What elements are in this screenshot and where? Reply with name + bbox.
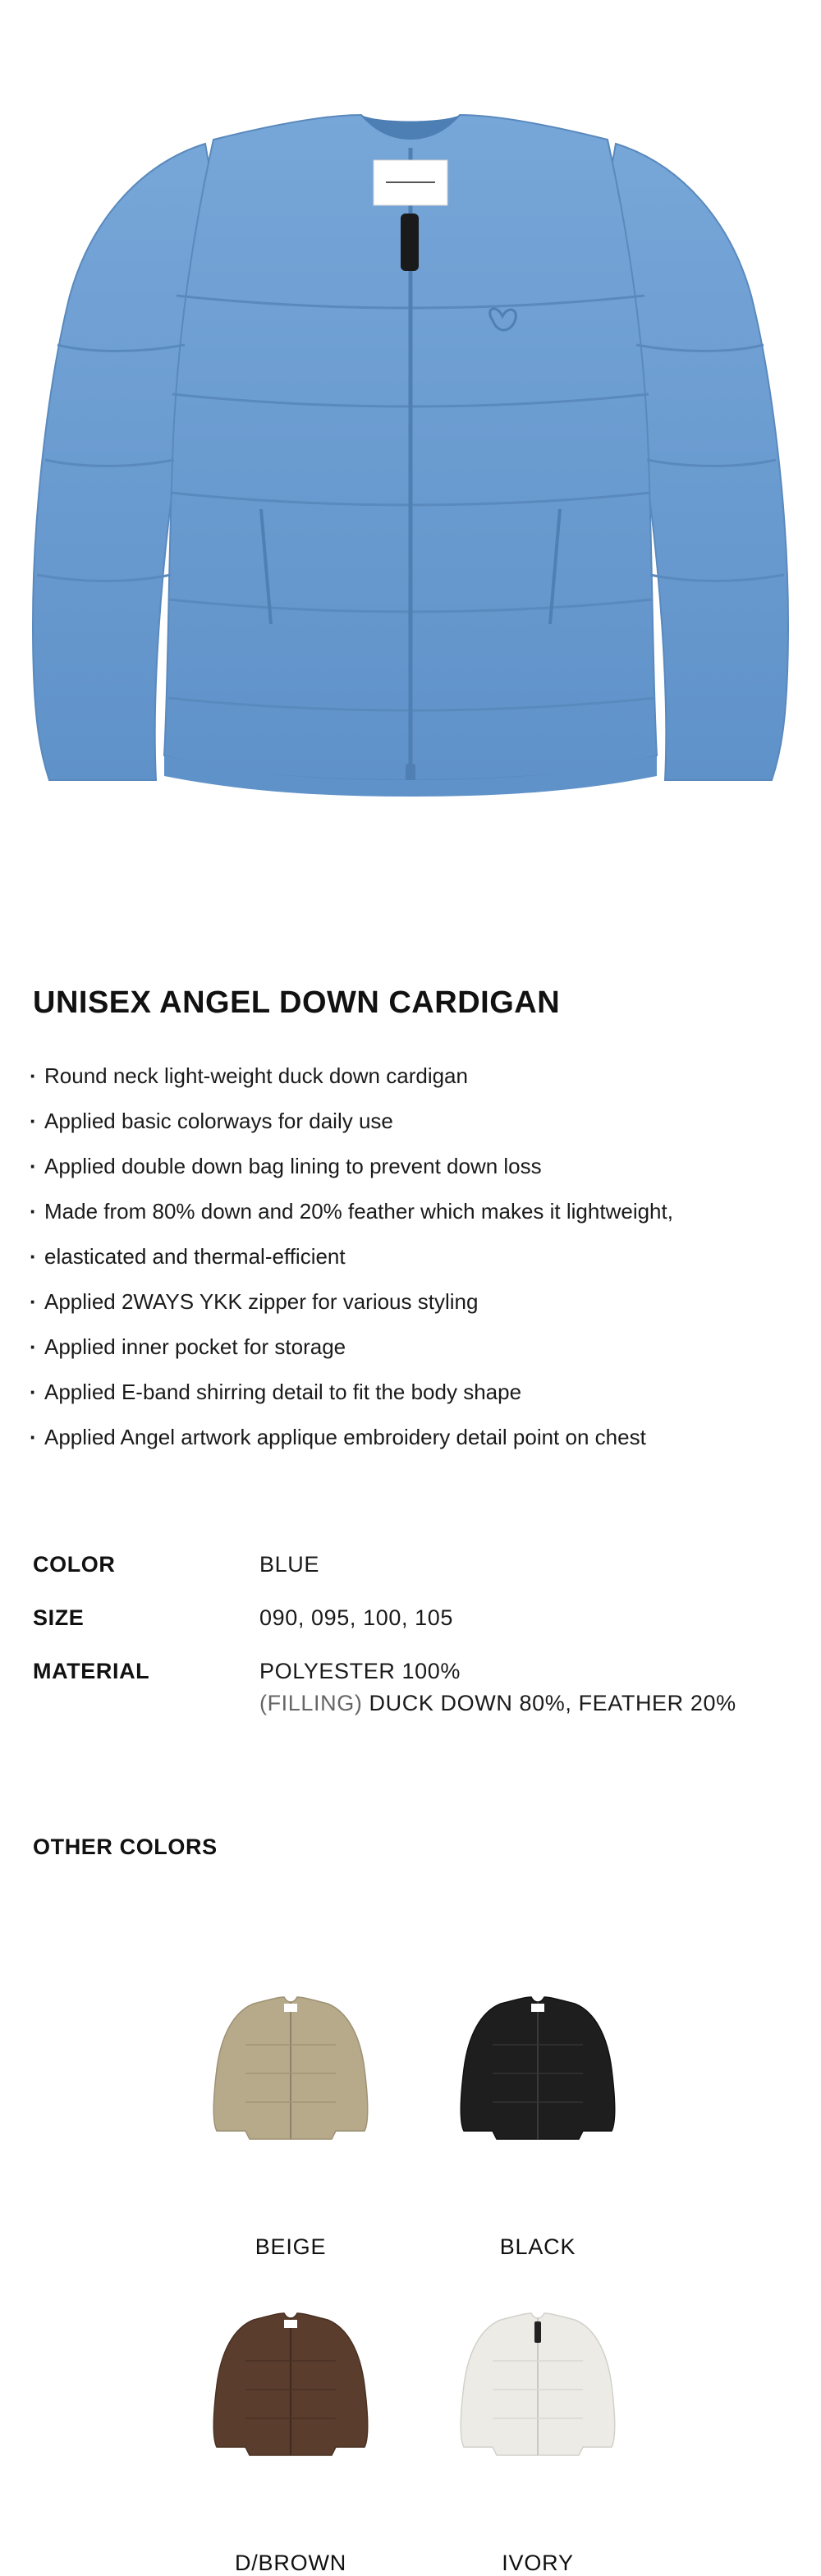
- feature-item: · Applied E-band shirring detail to fit the body shape: [28, 1370, 767, 1415]
- product-title: UNISEX ANGEL DOWN CARDIGAN: [33, 985, 561, 1020]
- material-filling-line: [259, 1691, 736, 1716]
- feature-item: · Applied inner pocket for storage: [28, 1325, 767, 1370]
- feature-item: · Made from 80% down and 20% feather which makes it lightweight,: [28, 1189, 767, 1234]
- spec-label-material: MATERIAL: [33, 1659, 150, 1683]
- color-option-beige[interactable]: [184, 1967, 397, 2260]
- spec-row-size: [33, 1605, 788, 1659]
- spec-value-size: 090, 095, 100, 105: [259, 1605, 454, 1630]
- color-label: D/BROWN: [234, 2551, 347, 2575]
- color-label: BEIGE: [255, 2234, 327, 2259]
- feature-item: · Applied basic colorways for daily use: [28, 1099, 767, 1144]
- feature-item: · Applied 2WAYS YKK zipper for various styling: [28, 1279, 767, 1325]
- color-label: IVORY: [502, 2551, 574, 2575]
- black-cardigan-thumbnail[interactable]: [431, 1967, 644, 2164]
- dbrown-cardigan-thumbnail[interactable]: [184, 2283, 397, 2480]
- beige-cardigan-thumbnail[interactable]: [184, 1967, 397, 2164]
- spec-row-color: [33, 1552, 788, 1605]
- feature-item: · elasticated and thermal-efficient: [28, 1234, 767, 1279]
- other-colors-title: OTHER COLORS: [33, 1834, 218, 1859]
- color-option-black[interactable]: [431, 1967, 644, 2260]
- color-option-dbrown[interactable]: [184, 2283, 397, 2576]
- color-option-ivory[interactable]: [431, 2283, 644, 2576]
- material-shell: POLYESTER 100%: [259, 1659, 461, 1683]
- hero-product-image: [0, 0, 821, 870]
- spec-label-color: COLOR: [33, 1552, 116, 1577]
- spec-row-material: [33, 1659, 788, 1716]
- feature-list: [28, 1054, 767, 1460]
- spec-label-size: SIZE: [33, 1605, 85, 1630]
- feature-item: · Applied Angel artwork applique embroidery detail point on chest: [28, 1415, 767, 1460]
- spec-table: [33, 1552, 788, 1716]
- material-filling: DUCK DOWN 80%, FEATHER 20%: [369, 1691, 736, 1715]
- ivory-cardigan-thumbnail[interactable]: [431, 2283, 644, 2480]
- feature-item: · Applied double down bag lining to prevent down loss: [28, 1144, 767, 1189]
- color-label: BLACK: [499, 2234, 576, 2259]
- material-filling-prefix: (FILLING): [259, 1691, 363, 1715]
- spec-value-material: [259, 1659, 736, 1716]
- blue-cardigan-illustration: [0, 0, 821, 870]
- feature-item: · Round neck light-weight duck down cardigan: [28, 1054, 767, 1099]
- spec-value-color: BLUE: [259, 1552, 319, 1577]
